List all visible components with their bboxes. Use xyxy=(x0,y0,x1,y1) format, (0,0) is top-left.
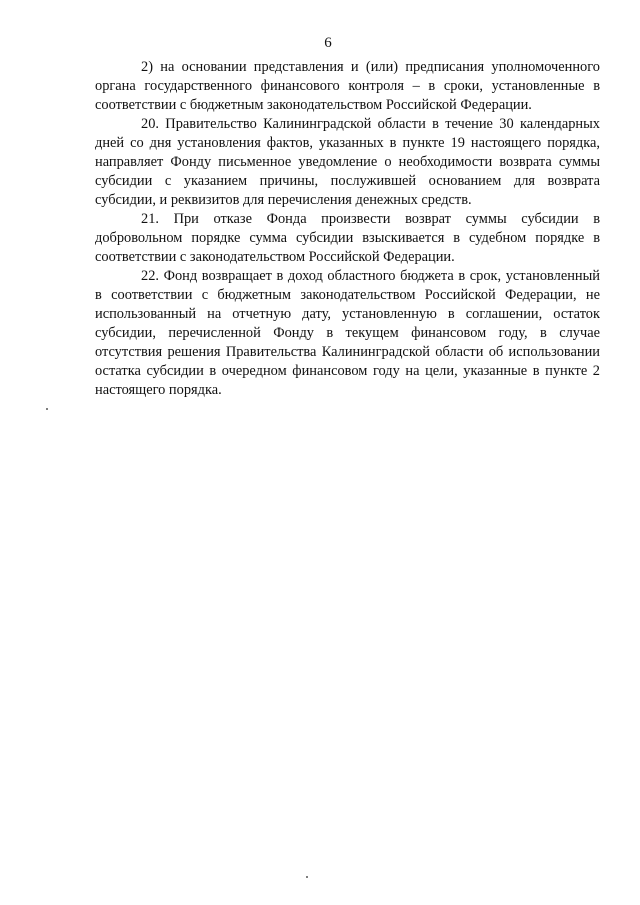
paragraph-22: 22. Фонд возвращает в доход областного бюджета в срок, установленный в соответствии с бюджетным законодательством Российской Федерации, не использованный на отчетную дату, установленную в соглашении, остаток субсидии, перечисленной Фонду в текущем финансовом году, в случае отсутствия решения Правительства Калининградской области об использовании остатка субсидии в очередном финансовом году на цели, указанные в пункте 2 настоящего порядка. xyxy=(95,268,600,398)
document-body xyxy=(95,58,600,400)
paragraph-20: 20. Правительство Калининградской области в течение 30 календарных дней со дня установления фактов, указанных в пункте 19 настоящего порядка, направляет Фонду письменное уведомление о необходимости возврата суммы субсидии с указанием причины, послужившей основанием для возврата субсидии, и реквизитов для перечисления денежных средств. xyxy=(95,116,600,208)
paragraph-item-2-subpoint: 2) на основании представления и (или) предписания уполномоченного органа государственного финансового контроля – в сроки, установленные в соответствии с бюджетным законодательством Российской Федерации. xyxy=(95,59,600,113)
scan-speck xyxy=(306,876,308,878)
paragraph-21: 21. При отказе Фонда произвести возврат суммы субсидии в добровольном порядке сумма субсидии взыскивается в судебном порядке в соответствии с законодательством Российской Федерации. xyxy=(95,211,600,265)
scan-speck xyxy=(46,408,48,410)
page-number: 6 xyxy=(324,35,332,51)
